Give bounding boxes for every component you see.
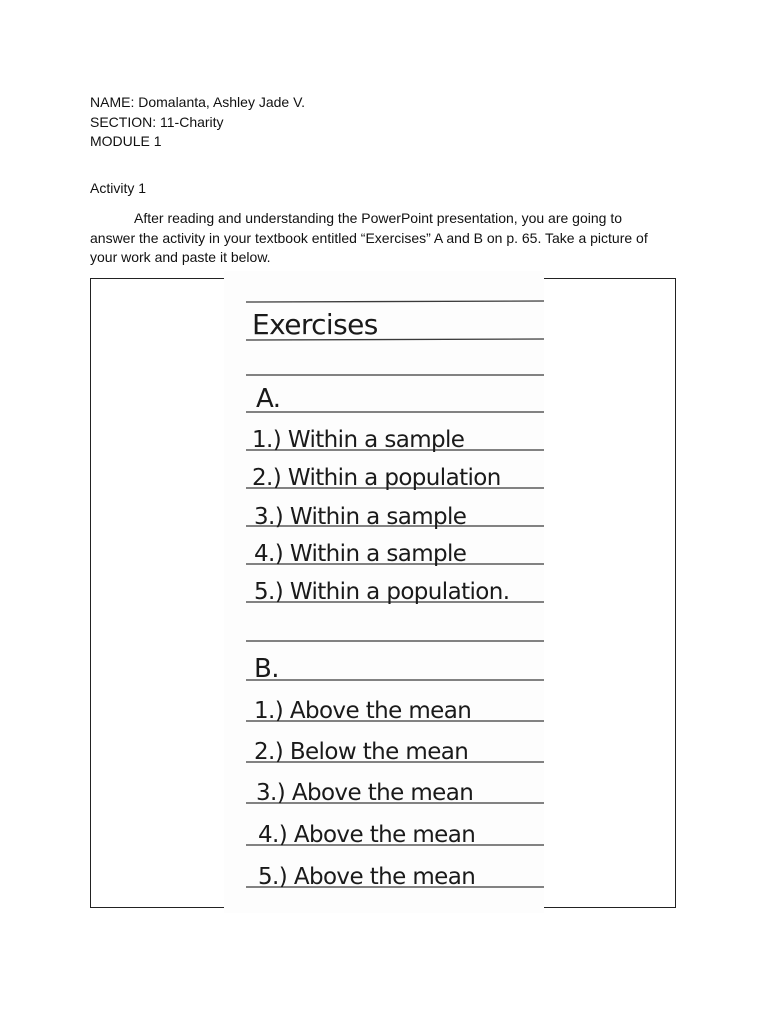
ruled-line bbox=[246, 301, 544, 302]
name-line: NAME: Domalanta, Ashley Jade V. bbox=[90, 94, 306, 110]
instructions-text: After reading and understanding the PowerPoint presentation, you are going to answer the activity in your textbook entitled “Exercises” A and B on p. 65. Take a picture of your work and paste it below. bbox=[90, 210, 648, 265]
part-a-answer-5: 5.) Within a population. bbox=[254, 579, 510, 605]
part-b-answer-3: 3.) Above the mean bbox=[256, 780, 474, 806]
part-a-label: A. bbox=[256, 384, 281, 414]
instructions-paragraph bbox=[90, 209, 650, 268]
part-b-answer-5: 5.) Above the mean bbox=[258, 864, 476, 890]
part-b-answer-2: 2.) Below the mean bbox=[254, 739, 469, 765]
part-a-answer-2: 2.) Within a population bbox=[252, 465, 501, 491]
section-line: SECTION: 11-Charity bbox=[90, 113, 224, 130]
part-a-answer-4: 4.) Within a sample bbox=[254, 541, 467, 567]
notebook-page bbox=[224, 271, 544, 913]
handwritten-work-photo bbox=[224, 271, 544, 913]
student-header bbox=[90, 93, 305, 152]
part-b-answer-1: 1.) Above the mean bbox=[254, 698, 472, 724]
part-a-answer-3: 3.) Within a sample bbox=[254, 504, 467, 530]
activity-title: Activity 1 bbox=[90, 180, 147, 196]
part-b-answer-4: 4.) Above the mean bbox=[258, 822, 476, 848]
module-line: MODULE 1 bbox=[90, 133, 162, 149]
part-a-answer-1: 1.) Within a sample bbox=[252, 427, 465, 453]
exercises-heading: Exercises bbox=[252, 308, 378, 341]
part-b-label: B. bbox=[254, 654, 279, 684]
